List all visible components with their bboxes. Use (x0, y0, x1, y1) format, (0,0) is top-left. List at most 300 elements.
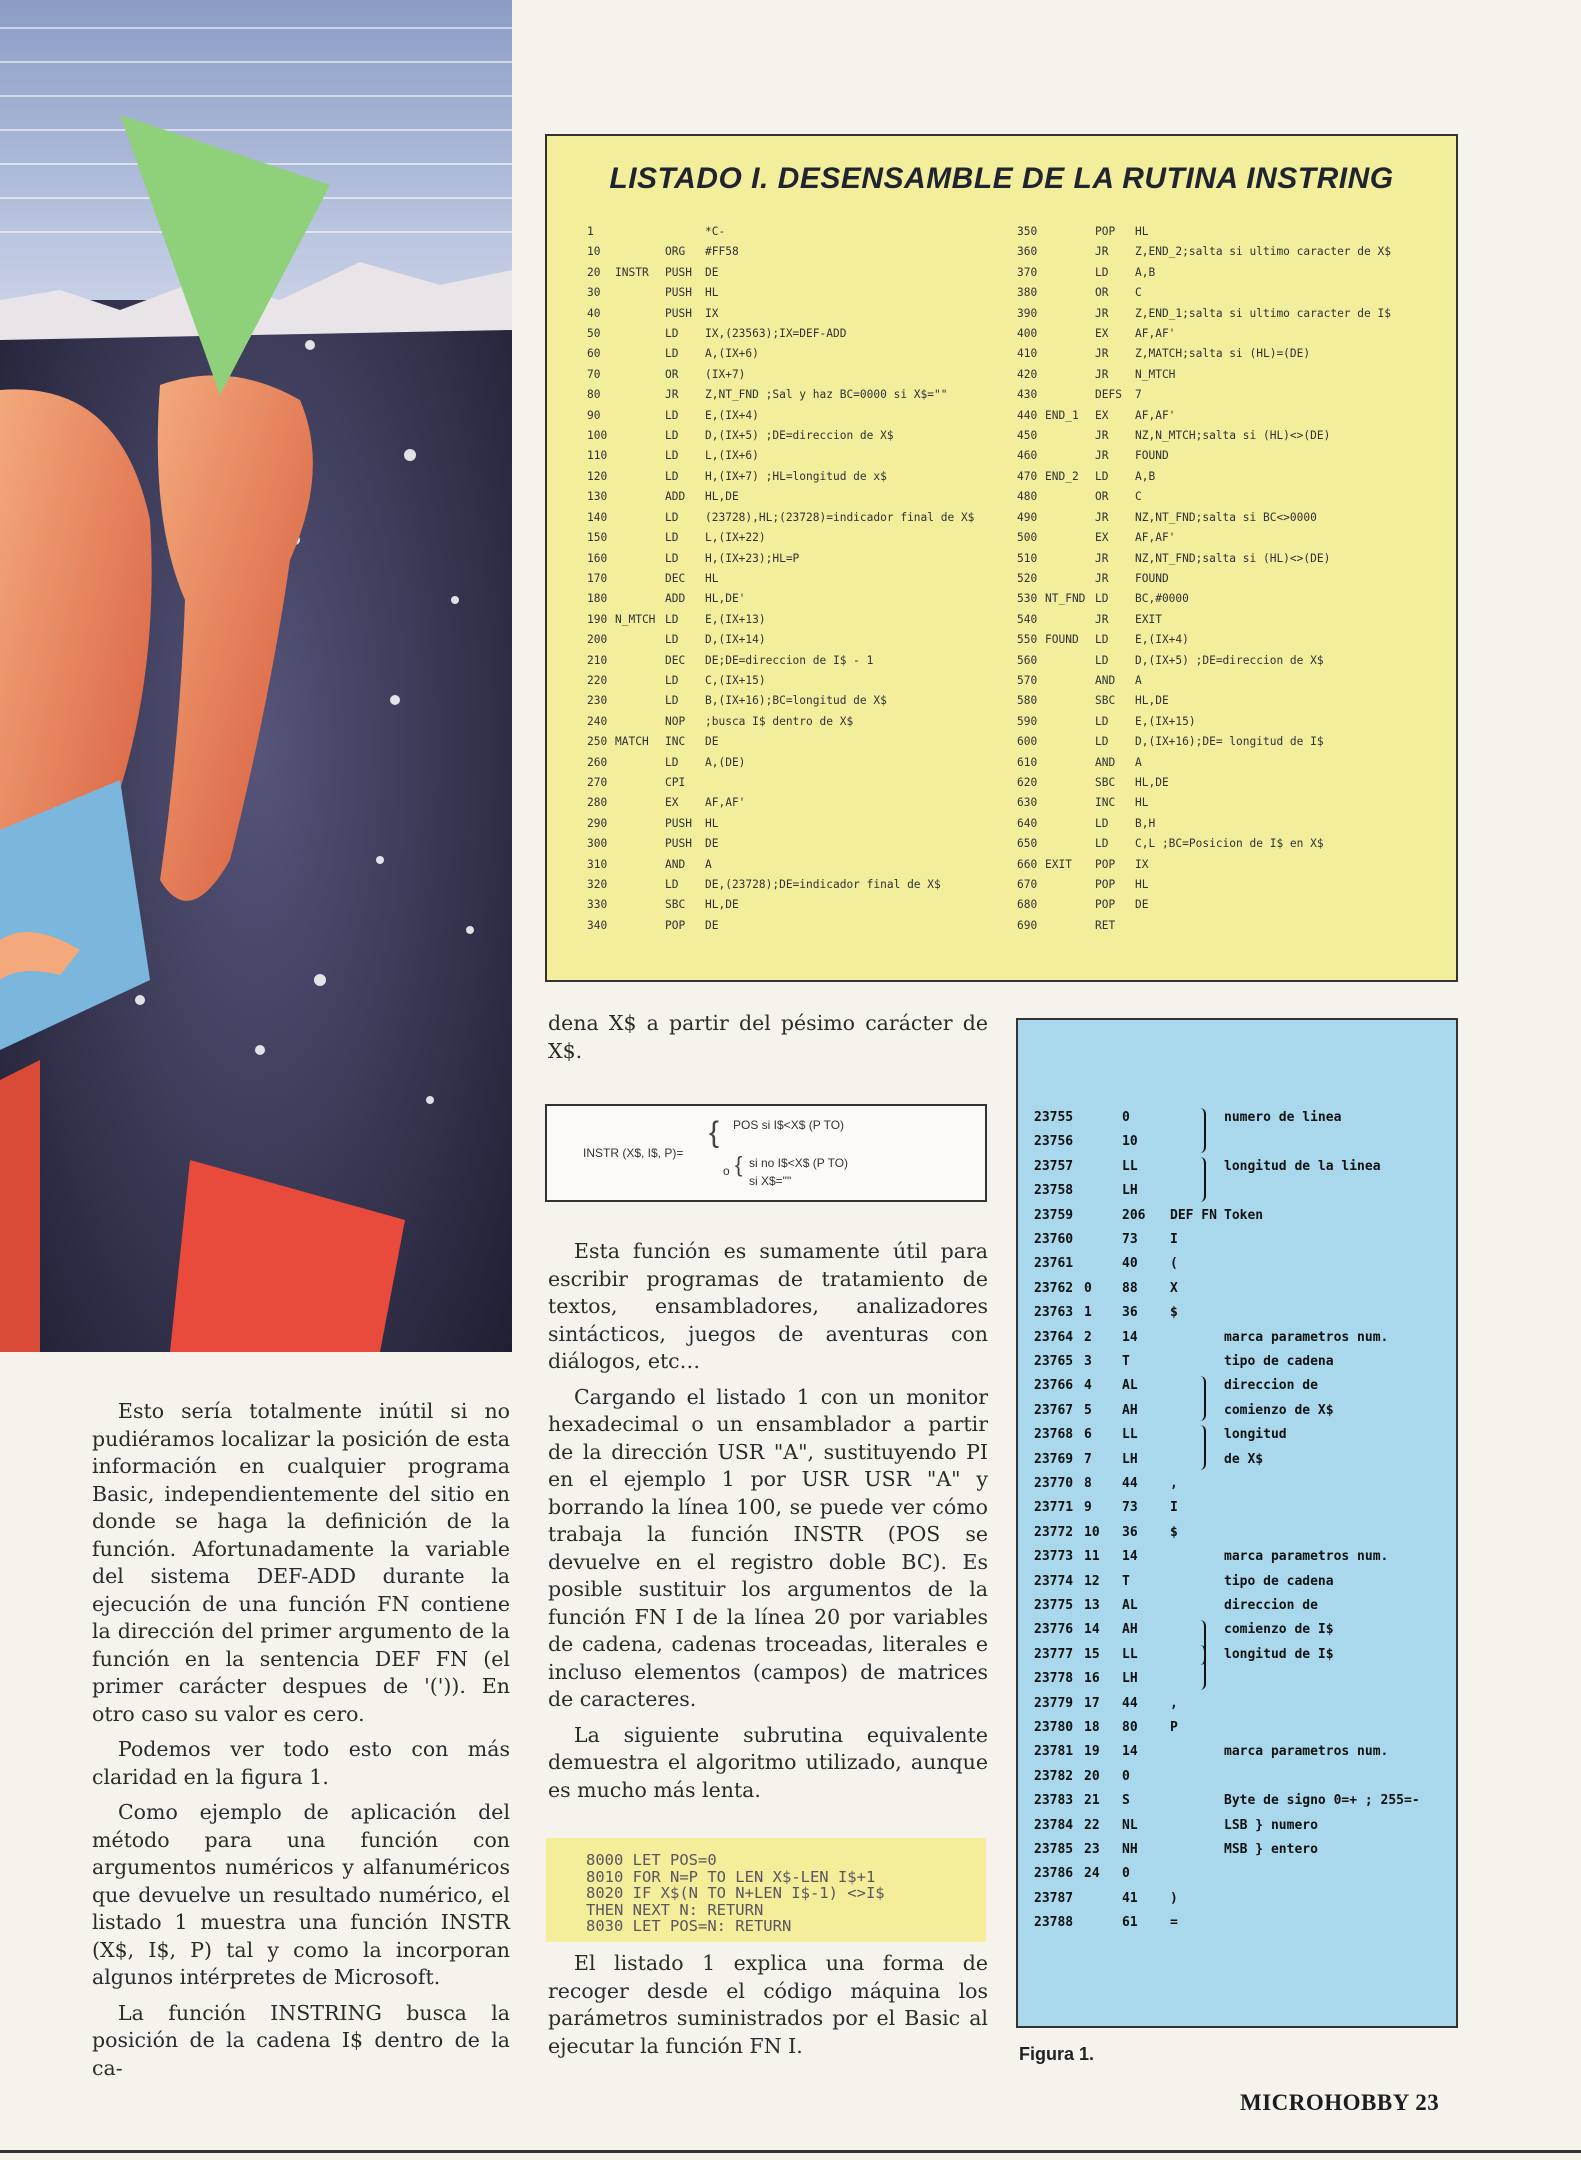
listing-arg: HL,DE (1135, 775, 1169, 789)
listing-line (587, 446, 974, 466)
figure-addr: 23764 (1034, 1329, 1074, 1345)
figure-val: 36 (1122, 1305, 1138, 1321)
figure-idx: 20 (1084, 1768, 1100, 1784)
code-line: 8020 IF X$(N TO N+LEN I$-1) <>I$ (586, 1884, 885, 1902)
listing-arg: E,(IX+15) (1135, 714, 1196, 728)
listing-n: 530 (1017, 592, 1038, 606)
listing-op: LD (665, 878, 679, 891)
listing-line (587, 855, 974, 875)
figure-val: 0 (1122, 1866, 1130, 1882)
brace-icon (1198, 1645, 1206, 1690)
figure-addr: 23784 (1034, 1817, 1074, 1833)
figure-val: 14 (1122, 1549, 1138, 1565)
figure-ch: ( (1170, 1256, 1178, 1272)
listing-line (1017, 671, 1391, 691)
listing-arg: L,(IX+6) (705, 449, 759, 463)
paragraph: El listado 1 explica una forma de recoger desde el código máquina los parámetros suministrados por el Basic al ejecutar la función FN I. (548, 1951, 988, 2058)
listing-line (1017, 324, 1391, 344)
listing-n: 540 (1017, 612, 1038, 626)
listing-arg: #FF58 (705, 245, 739, 259)
listing-op: LD (1095, 837, 1109, 851)
formula-lhs: INSTR (X$, I$, P)= (583, 1146, 684, 1160)
figure-note: tipo de cadena (1224, 1354, 1334, 1369)
listing-n: 590 (1017, 714, 1038, 728)
listing-op: AND (1095, 755, 1116, 769)
listing-arg: D,(IX+5) ;DE=direccion de X$ (1135, 653, 1324, 667)
listing-op: OR (665, 367, 679, 381)
figure-addr: 23755 (1034, 1110, 1074, 1125)
listing-op: ADD (665, 490, 686, 504)
formula-or: o (723, 1164, 730, 1178)
listing-n: 190 (587, 612, 608, 626)
listing-arg: AF,AF' (705, 796, 746, 810)
listing-n: 260 (587, 755, 608, 769)
listing-line (587, 528, 974, 548)
figure-val: AH (1122, 1622, 1138, 1638)
figure-idx: 6 (1084, 1427, 1092, 1443)
article-column-middle-top (548, 1010, 988, 1073)
listing-n: 210 (587, 653, 608, 667)
figure-note: longitud de I$ (1224, 1646, 1334, 1662)
listing-n: 160 (587, 551, 608, 565)
listing-line (587, 793, 974, 813)
listing-n: 360 (1017, 245, 1038, 259)
listing-arg: A (1135, 673, 1142, 687)
listing-arg: NZ,NT_FND;salta si BC<>0000 (1135, 510, 1317, 524)
listing-line (587, 344, 974, 364)
listing-op: LD (665, 612, 679, 626)
instr-formula-box (545, 1104, 987, 1202)
figure-val: 44 (1122, 1695, 1138, 1711)
listing-line (1017, 508, 1391, 528)
listing-op: JR (1095, 245, 1109, 259)
listing-op: JR (1095, 306, 1109, 320)
listing-arg: C,(IX+15) (705, 673, 766, 687)
listing-n: 510 (1017, 551, 1038, 565)
listing-arg: FOUND (1135, 571, 1169, 585)
listing-n: 680 (1017, 898, 1038, 912)
listing-line (587, 895, 974, 915)
figure-val: 36 (1122, 1524, 1138, 1540)
listing-line (587, 324, 974, 344)
listing-line (1017, 712, 1391, 732)
listing-op: JR (1095, 612, 1109, 626)
code-line: 8000 LET POS=0 (586, 1851, 717, 1869)
listing-line (1017, 446, 1391, 466)
listing-n: 490 (1017, 510, 1038, 524)
listing-op: EX (665, 796, 679, 810)
figure-idx: 8 (1084, 1476, 1092, 1491)
listing-line (587, 406, 974, 426)
listing-op: DEFS (1095, 388, 1122, 402)
formula-case2b: si X$="" (749, 1174, 792, 1188)
figure-note: marca parametros num. (1224, 1549, 1389, 1565)
brace-small-icon: { (735, 1152, 743, 1177)
listing-n: 420 (1017, 367, 1038, 381)
figure-val: LH (1122, 1183, 1138, 1199)
listing-line (587, 753, 974, 773)
listing-op: LD (665, 449, 679, 463)
figure-val: S (1122, 1793, 1130, 1809)
article-column-middle-bottom (548, 1950, 988, 2068)
listing-line (587, 222, 974, 242)
listing-arg: EXIT (1135, 612, 1162, 626)
figure-idx: 12 (1084, 1573, 1100, 1589)
listing-title: LISTADO I. DESENSAMBLE DE LA RUTINA INSTRING (609, 162, 1394, 195)
listing-arg: HL (705, 571, 719, 585)
listing-n: 610 (1017, 755, 1038, 769)
figure-addr: 23773 (1034, 1549, 1074, 1565)
figure-val: 61 (1122, 1915, 1138, 1931)
listing-arg: DE (705, 837, 719, 851)
listing-n: 80 (587, 388, 601, 402)
figure-val: 0 (1122, 1768, 1130, 1784)
figure-idx: 19 (1084, 1744, 1100, 1760)
figure-addr: 23763 (1034, 1305, 1074, 1321)
figure-idx: 23 (1084, 1842, 1100, 1857)
listing-right-column (1017, 222, 1391, 936)
listing-arg: NZ,N_MTCH;salta si (HL)<>(DE) (1135, 429, 1331, 443)
figure-caption: Figura 1. (1019, 2044, 1095, 2064)
listing-n: 10 (587, 245, 601, 259)
listing-n: 370 (1017, 265, 1038, 279)
figure-ch: I (1170, 1232, 1178, 1247)
figure-idx: 4 (1084, 1378, 1092, 1394)
listing-arg: Z,END_1;salta si ultimo caracter de I$ (1135, 306, 1391, 320)
figure-note: MSB } entero (1224, 1842, 1318, 1857)
listing-line (1017, 467, 1391, 487)
listing-arg: B,(IX+16);BC=longitud de X$ (705, 694, 887, 708)
listing-n: 120 (587, 469, 608, 483)
listing-n: 170 (587, 571, 608, 585)
listing-arg: AF,AF' (1135, 327, 1176, 341)
listing-op: RET (1095, 918, 1116, 932)
listing-arg: DE (705, 265, 719, 279)
listing-op: LD (665, 347, 679, 361)
listing-arg: A,(IX+6) (705, 347, 759, 361)
listing-line (1017, 732, 1391, 752)
figure-val: LH (1122, 1671, 1138, 1687)
figure-addr: 23787 (1034, 1890, 1074, 1906)
figure-addr: 23767 (1034, 1402, 1074, 1418)
listing-n: 320 (587, 878, 608, 891)
listing-line (587, 630, 974, 650)
listing-n: 550 (1017, 633, 1038, 647)
figure-note: de X$ (1224, 1451, 1264, 1467)
figure-addr: 23774 (1034, 1573, 1074, 1589)
figure-addr: 23765 (1034, 1354, 1074, 1369)
brace-icon (1198, 1108, 1206, 1153)
listing-arg: E,(IX+13) (705, 612, 766, 626)
listing-n: 440 (1017, 408, 1038, 422)
figure-ch: $ (1170, 1524, 1178, 1540)
paragraph: Como ejemplo de aplicación del método para una función con argumentos numéricos y alfanuméricos que devuelve un resultado numérico, el listado 1 muestra una función INSTR (X$, I$, P) tal y como la incorporan algunos intérpretes de Microsoft. (92, 1800, 510, 1989)
listing-line (1017, 406, 1391, 426)
listing-arg: H,(IX+7) ;HL=longitud de x$ (705, 469, 887, 483)
listing-op: EX (1095, 531, 1109, 545)
figure-addr: 23768 (1034, 1427, 1074, 1443)
figure-idx: 24 (1084, 1866, 1100, 1882)
listing-label: MATCH (615, 735, 649, 749)
listing-op: INC (665, 735, 686, 749)
figure-note: marca parametros num. (1224, 1329, 1389, 1345)
listing-box (545, 134, 1458, 982)
listing-line (1017, 487, 1391, 507)
listing-line (587, 651, 974, 671)
figure-val: NH (1122, 1842, 1138, 1857)
figure-idx: 17 (1084, 1695, 1100, 1711)
figure-val: 10 (1122, 1134, 1138, 1150)
listing-op: AND (1095, 673, 1116, 687)
listing-arg: (IX+7) (705, 367, 746, 381)
listing-op: JR (1095, 551, 1109, 565)
listing-label: EXIT (1045, 857, 1072, 871)
listing-op: POP (665, 918, 686, 932)
figure-ch: P (1170, 1720, 1178, 1735)
article-column-left (92, 1398, 510, 2090)
listing-op: LD (1095, 469, 1109, 483)
listing-line (1017, 242, 1391, 262)
listing-op: LD (1095, 653, 1109, 667)
listing-line (587, 385, 974, 405)
figure-addr: 23780 (1034, 1720, 1074, 1735)
listing-line (1017, 283, 1391, 303)
figure-addr: 23779 (1034, 1695, 1074, 1711)
code-line: 8030 LET POS=N: RETURN (586, 1917, 792, 1935)
listing-arg: HL,DE (1135, 694, 1169, 708)
listing-label: FOUND (1045, 633, 1079, 647)
listing-arg: DE (705, 735, 719, 749)
listing-arg: A,B (1135, 265, 1156, 279)
figure-idx: 11 (1084, 1549, 1100, 1565)
listing-line (1017, 793, 1391, 813)
listing-line (587, 875, 974, 895)
figure-note: comienzo de I$ (1224, 1622, 1334, 1638)
figure-addr: 23786 (1034, 1866, 1074, 1882)
listing-line (1017, 385, 1391, 405)
listing-op: PUSH (665, 816, 692, 830)
listing-op: JR (1095, 571, 1109, 585)
listing-op: AND (665, 857, 686, 871)
listing-label: NT_FND (1045, 592, 1086, 606)
figure-addr: 23766 (1034, 1378, 1074, 1394)
listing-n: 110 (587, 449, 608, 463)
figure-ch: = (1170, 1915, 1178, 1931)
figure-addr: 23771 (1034, 1500, 1074, 1516)
listing-arg: HL (705, 816, 719, 830)
figure-note: numero de linea (1224, 1110, 1342, 1125)
figure-note: marca parametros num. (1224, 1744, 1389, 1760)
listing-op: SBC (1095, 775, 1116, 789)
listing-arg: *C- (705, 225, 726, 238)
figure-idx: 13 (1084, 1598, 1100, 1613)
listing-n: 570 (1017, 673, 1038, 687)
listing-op: LD (665, 531, 679, 545)
listing-line (1017, 895, 1391, 915)
figure-addr: 23761 (1034, 1256, 1074, 1272)
listing-arg: D,(IX+16);DE= longitud de I$ (1135, 735, 1324, 749)
listing-arg: DE (1135, 898, 1149, 912)
listing-arg: A,(DE) (705, 755, 746, 769)
figure-idx: 22 (1084, 1817, 1100, 1833)
listing-line (587, 569, 974, 589)
figure-note: LSB } numero (1224, 1817, 1318, 1833)
listing-op: LD (665, 551, 679, 565)
listing-n: 290 (587, 816, 608, 830)
listing-label: END_2 (1045, 469, 1079, 483)
listing-line (587, 467, 974, 487)
listing-line (587, 773, 974, 793)
listing-line (1017, 263, 1391, 283)
listing-op: LD (665, 510, 679, 524)
brace-icon: { (709, 1116, 720, 1149)
listing-op: JR (665, 388, 679, 402)
listing-line (1017, 753, 1391, 773)
figure-note: tipo de cadena (1224, 1573, 1334, 1589)
listing-op: PUSH (665, 286, 692, 300)
figure-addr: 23783 (1034, 1793, 1074, 1809)
listing-op: LD (1095, 714, 1109, 728)
listing-arg: AF,AF' (1135, 531, 1176, 545)
listing-line (587, 712, 974, 732)
listing-op: DEC (665, 571, 686, 585)
listing-line (1017, 875, 1391, 895)
listing-arg: B,H (1135, 816, 1156, 830)
listing-left-column (587, 222, 974, 936)
figure-1-memory-map (1016, 1018, 1458, 2028)
listing-n: 390 (1017, 306, 1038, 320)
listing-arg: C (1135, 286, 1142, 300)
listing-n: 1 (587, 225, 594, 238)
listing-n: 240 (587, 714, 608, 728)
figure-addr: 23782 (1034, 1768, 1074, 1784)
listing-arg: HL (1135, 796, 1149, 810)
listing-op: LD (665, 694, 679, 708)
listing-n: 250 (587, 735, 608, 749)
listing-op: JR (1095, 367, 1109, 381)
listing-arg: IX (705, 306, 719, 320)
figure-addr: 23778 (1034, 1671, 1074, 1687)
listing-n: 350 (1017, 225, 1038, 238)
listing-op: SBC (665, 898, 686, 912)
listing-line (587, 834, 974, 854)
listing-line (1017, 344, 1391, 364)
listing-n: 60 (587, 347, 601, 361)
listing-n: 40 (587, 306, 601, 320)
listing-n: 150 (587, 531, 608, 545)
figure-addr: 23769 (1034, 1451, 1074, 1467)
figure-ch: ) (1170, 1890, 1178, 1906)
figure-idx: 2 (1084, 1329, 1092, 1345)
listing-arg: IX (1135, 857, 1149, 871)
listing-line (1017, 916, 1391, 936)
figure-idx: 10 (1084, 1524, 1100, 1540)
figure-ch: X (1170, 1280, 1178, 1296)
listing-arg: DE (705, 918, 719, 932)
paragraph: Esto sería totalmente inútil si no pudiéramos localizar la posición de esta información en cualquier programa Basic, independientemente del sitio en donde se haga la definición de la función. Afortunadamente la variable del sistema DEF-ADD durante la ejecución de una función FN contiene la dirección del primer argumento de la función en la sentencia DEF FN (el primer carácter despues de '(')). En otro caso su valor es cero. (92, 1399, 510, 1726)
listing-arg: HL,DE (705, 898, 739, 912)
figure-val: AH (1122, 1402, 1138, 1418)
listing-arg: D,(IX+14) (705, 633, 766, 647)
listing-line (1017, 304, 1391, 324)
listing-op: SBC (1095, 694, 1116, 708)
listing-arg: D,(IX+5) ;DE=direccion de X$ (705, 429, 894, 443)
listing-n: 460 (1017, 449, 1038, 463)
listing-op: LD (1095, 816, 1109, 830)
listing-op: ADD (665, 592, 686, 606)
figure-ch: , (1170, 1476, 1178, 1491)
listing-line (587, 487, 974, 507)
figure-idx: 3 (1084, 1354, 1092, 1369)
listing-op: LD (665, 429, 679, 443)
listing-op: ORG (665, 245, 686, 259)
listing-n: 30 (587, 286, 601, 300)
figure-addr: 23788 (1034, 1915, 1074, 1931)
listing-arg: HL (1135, 878, 1149, 891)
listing-line (1017, 814, 1391, 834)
figure-ch: $ (1170, 1305, 1178, 1321)
listing-n: 50 (587, 327, 601, 341)
bottom-rule (0, 2150, 1581, 2153)
figure-val: 40 (1122, 1256, 1138, 1272)
listing-n: 430 (1017, 388, 1038, 402)
listing-line (1017, 528, 1391, 548)
figure-val: AL (1122, 1378, 1138, 1394)
listing-line (587, 610, 974, 630)
figure-ch: DEF FN (1170, 1207, 1217, 1223)
listing-op: POP (1095, 898, 1116, 912)
listing-line (587, 242, 974, 262)
figure-note: longitud de la linea (1224, 1158, 1381, 1174)
listing-n: 330 (587, 898, 608, 912)
figure-val: AL (1122, 1598, 1138, 1613)
listing-line (1017, 834, 1391, 854)
listing-arg: ;busca I$ dentro de X$ (705, 714, 854, 728)
listing-arg: Z,END_2;salta si ultimo caracter de X$ (1135, 245, 1391, 259)
listing-op: INC (1095, 796, 1116, 810)
figure-ch: I (1170, 1500, 1178, 1516)
figure-addr: 23759 (1034, 1207, 1074, 1223)
listing-line (1017, 651, 1391, 671)
figure-val: 44 (1122, 1476, 1138, 1491)
figure-val: LL (1122, 1427, 1138, 1443)
listing-n: 400 (1017, 327, 1038, 341)
listing-op: NOP (665, 714, 686, 728)
listing-n: 500 (1017, 531, 1038, 545)
listing-n: 470 (1017, 469, 1038, 483)
listing-op: POP (1095, 225, 1116, 238)
listing-arg: E,(IX+4) (705, 408, 759, 422)
listing-line (1017, 691, 1391, 711)
figure-val: 41 (1122, 1890, 1138, 1906)
listing-line (587, 365, 974, 385)
listing-label: N_MTCH (615, 612, 656, 626)
listing-arg: A,B (1135, 469, 1156, 483)
listing-arg: A (1135, 755, 1142, 769)
figure-idx: 1 (1084, 1305, 1092, 1321)
paragraph: La función INSTRING busca la posición de la cadena I$ dentro de la ca- (92, 2000, 510, 2080)
listing-op: PUSH (665, 837, 692, 851)
listing-n: 380 (1017, 286, 1038, 300)
listing-arg: IX,(23563);IX=DEF-ADD (705, 327, 847, 341)
listing-op: LD (665, 327, 679, 341)
figure-val: T (1122, 1573, 1130, 1589)
figure-val: LL (1122, 1158, 1138, 1174)
listing-n: 480 (1017, 490, 1038, 504)
listing-n: 130 (587, 490, 608, 504)
listing-op: OR (1095, 286, 1109, 300)
listing-arg: HL,DE' (705, 592, 746, 606)
